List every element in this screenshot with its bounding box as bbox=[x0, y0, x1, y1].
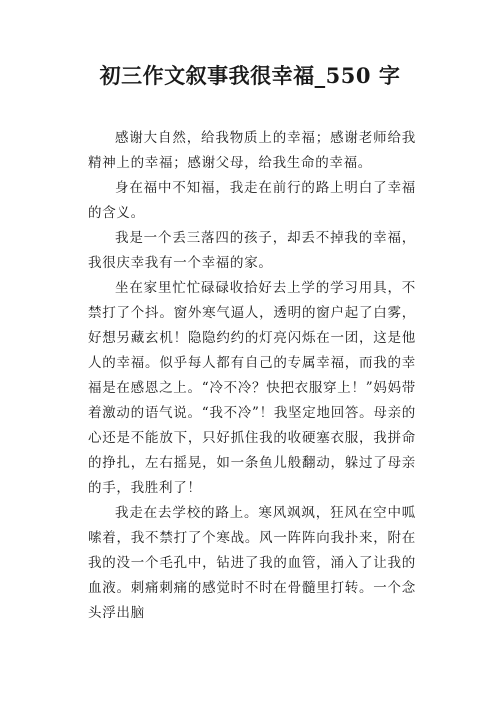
paragraph: 我是一个丢三落四的孩子，却丢不掉我的幸福，我很庆幸我有一个幸福的家。 bbox=[88, 230, 416, 271]
document-body bbox=[88, 126, 416, 626]
paragraph: 坐在家里忙忙碌碌收拾好去上学的学习用具，不禁打了个抖。窗外寒气逼人，透明的窗户起了白雾，好想另藏玄机！隐隐约约的灯亮闪烁在一团，这是他人的幸福。似乎每人都有自己的专属幸福，而我的幸福是在感恩之上。“冷不冷？快把衣服穿上！”妈妈带着激动的语气说。“我不冷”！我坚定地回答。母亲的心还是不能放下，只好抓住我的收硬塞衣服，我拼命的挣扎，左右摇晃，如一条鱼儿般翻动，躲过了母亲的手，我胜利了！ bbox=[88, 280, 416, 496]
paragraph: 身在福中不知福，我走在前行的路上明白了幸福的含义。 bbox=[88, 180, 416, 221]
paragraph: 感谢大自然，给我物质上的幸福；感谢老师给我精神上的幸福；感谢父母，给我生命的幸福。 bbox=[88, 130, 416, 171]
paragraph: 我走在去学校的路上。寒风飒飒，狂风在空中呱嗦着，我不禁打了个寒战。风一阵阵向我扑来，附在我的没一个毛孔中，钻进了我的血管，涌入了让我的血液。刺痛刺痛的感觉时不时在骨髓里打转。一个念头浮出脑 bbox=[88, 505, 416, 621]
page-title: 初三作文叙事我很幸福_550 字 bbox=[99, 63, 401, 88]
